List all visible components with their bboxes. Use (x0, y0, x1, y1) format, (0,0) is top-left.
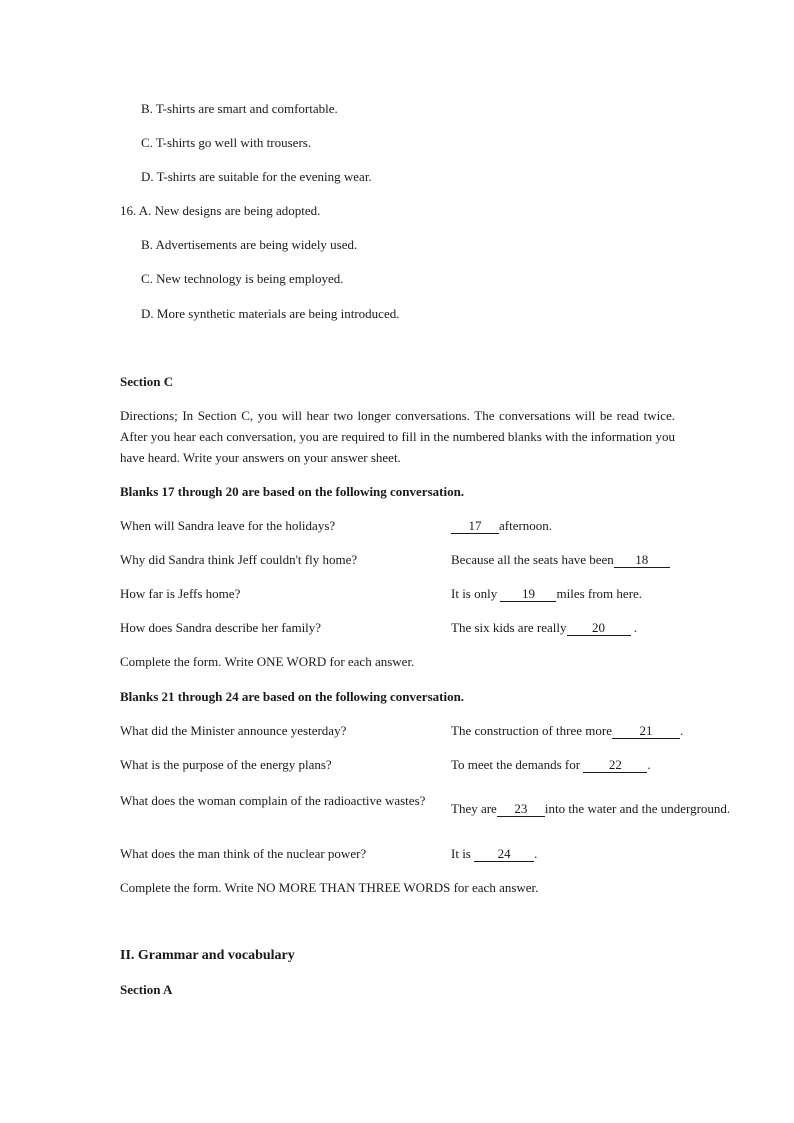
conv1-question: How far is Jeffs home? (120, 586, 241, 601)
q16-option-a: 16. A. New designs are being adopted. (120, 203, 321, 218)
q16-option-d: D. More synthetic materials are being introduced. (141, 306, 400, 321)
conv2-answer: It is 24 . (451, 846, 538, 861)
q15-option-b: B. T-shirts are smart and comfortable. (141, 101, 338, 116)
answer-blank-24: 24 (474, 847, 534, 862)
conv1-question: When will Sandra leave for the holidays? (120, 518, 336, 533)
answer-blank-20: 20 (567, 621, 631, 636)
conv2-question: What does the man think of the nuclear power? (120, 846, 367, 861)
q15-option-d: D. T-shirts are suitable for the evening wear. (141, 169, 372, 184)
conversation-2-heading: Blanks 21 through 24 are based on the following conversation. (120, 689, 465, 704)
conv1-question: Why did Sandra think Jeff couldn't fly home? (120, 552, 358, 567)
conv2-answer: The construction of three more 21 . (451, 723, 684, 738)
section-c-heading: Section C (120, 374, 174, 389)
conv1-answer: It is only 19 miles from here. (451, 586, 643, 601)
conv1-answer: Because all the seats have been 18 (451, 552, 670, 568)
conv2-question: What does the woman complain of the radioactive wastes? (120, 793, 426, 808)
conv2-answer: To meet the demands for 22 . (451, 757, 651, 772)
answer-blank-23: 23 (497, 802, 545, 817)
q15-option-c: C. T-shirts go well with trousers. (141, 135, 312, 150)
q16-option-b: B. Advertisements are being widely used. (141, 237, 358, 252)
conv1-answer: 17 afternoon. (451, 518, 552, 534)
conv2-question: What did the Minister announce yesterday? (120, 723, 347, 738)
part-2-heading: II. Grammar and vocabulary (120, 948, 295, 963)
conv1-question: How does Sandra describe her family? (120, 620, 322, 635)
conversation-1-heading: Blanks 17 through 20 are based on the following conversation. (120, 484, 465, 499)
conv2-answer: They are 23 into the water and the underground. (451, 801, 731, 816)
conversation-1-instruction: Complete the form. Write ONE WORD for each answer. (120, 654, 415, 669)
conv2-question: What is the purpose of the energy plans? (120, 757, 332, 772)
answer-blank-19: 19 (500, 587, 556, 602)
section-a-heading: Section A (120, 982, 173, 997)
answer-blank-22: 22 (583, 758, 647, 773)
answer-blank-18: 18 (614, 553, 670, 568)
answer-blank-21: 21 (612, 724, 680, 739)
conversation-2-instruction: Complete the form. Write NO MORE THAN THREE WORDS for each answer. (120, 880, 539, 895)
answer-blank-17: 17 (451, 519, 499, 534)
conv1-answer: The six kids are really 20 . (451, 620, 638, 635)
section-c-directions: Directions; In Section C, you will hear two longer conversations. The conversations will be read twice. After you hear each conversation, you are required to fill in the numbered blanks with the information you have heard. Write your answers on your answer sheet. (120, 408, 675, 465)
q16-option-c: C. New technology is being employed. (141, 271, 344, 286)
